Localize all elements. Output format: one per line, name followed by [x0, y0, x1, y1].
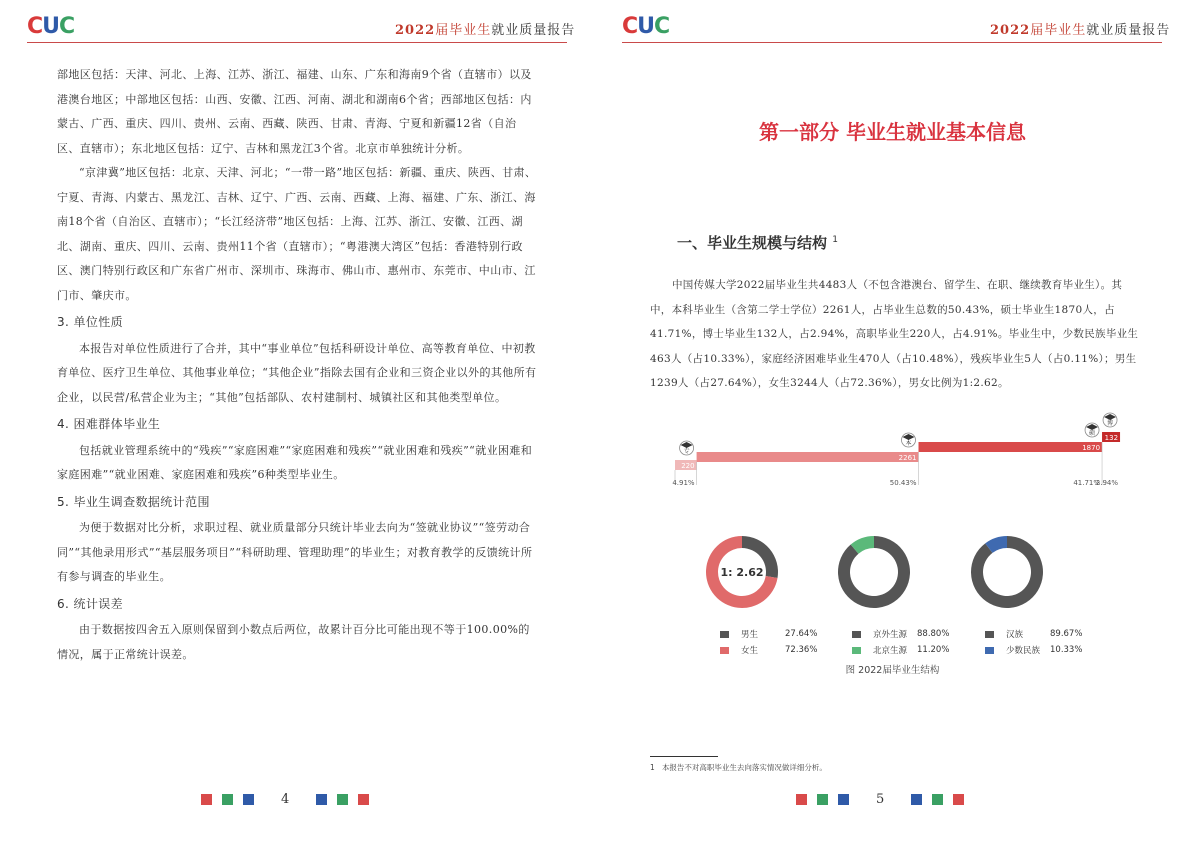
gender-ratio-label: 1: 2.62	[720, 566, 764, 579]
footer-square	[953, 794, 964, 805]
bar-percent-label: 4.91%	[672, 479, 695, 487]
section-heading: 6. 统计误差	[57, 596, 124, 611]
figure-caption: 图 2022届毕业生结构	[845, 665, 940, 676]
section-title: 一、毕业生规模与结构 $^1$	[677, 234, 838, 252]
footer-square	[817, 794, 828, 805]
bar-percent-label: 2.94%	[1095, 479, 1119, 487]
bar-value-label: 220	[681, 462, 695, 470]
footer-square	[796, 794, 807, 805]
footnote: 1 本报告不对高职毕业生去向落实情况做详细分析。	[650, 763, 827, 772]
footer-square	[932, 794, 943, 805]
right-body: 中国传媒大学2022届毕业生共4483人（不包含港澳台、留学生、在职、继续教育毕业生）。其中，本科毕业生（含第二学士学位）2261人，占毕业生总数的50.43%，硕士毕业生1870人，占41.71%，博士毕业生132人，占2.94%，高职毕业生220人，占4.91%。毕业生中，少数民族毕业生463人（占10.33%），家庭经济困难毕业生470人（占10.48%），残疾毕业生5人（占0.11%）；男生1239人（占27.64%），女生3244人（占72.36%），男女比例为1:2.62。	[650, 279, 1139, 389]
paragraph: 由于数据按四舍五入原则保留到小数点后两位，故累计百分比可能出现不等于100.00%的情况，属于正常统计误差。	[57, 623, 530, 661]
bar-value-label: 132	[1104, 434, 1119, 442]
degree-category-label: 专	[683, 448, 690, 455]
donut-charts	[705, 520, 1085, 630]
report-title: 2022届毕业生就业质量报告	[395, 23, 576, 38]
footer-square	[911, 794, 922, 805]
bar-segment	[919, 442, 1103, 452]
header-rule	[622, 42, 1162, 43]
degree-category-label: 本	[905, 440, 912, 447]
page-number: 5	[876, 792, 885, 807]
section-heading: 4. 困难群体毕业生	[57, 417, 161, 431]
footer-square	[358, 794, 369, 805]
footnote-rule	[650, 756, 718, 757]
part-title: 第一部分 毕业生就业基本信息	[759, 120, 1026, 144]
bar-percent-label: 50.43%	[889, 479, 917, 487]
footer-square	[243, 794, 254, 805]
degree-category-label: 硕	[1089, 430, 1096, 437]
legend-origin: 京外生源 88.80% 北京生源 11.20%	[852, 626, 949, 658]
footer-square	[316, 794, 327, 805]
cuc-logo: CUC	[622, 14, 670, 39]
footer-square	[201, 794, 212, 805]
bar-percent-label: 41.71%	[1073, 479, 1101, 487]
paragraph: “京津冀”地区包括：北京、天津、河北；“一带一路”地区包括：新疆、重庆、陕西、甘肃、宁夏、青海、内蒙古、黑龙江、吉林、辽宁、广西、云南、西藏、上海、福建、广东、浙江、海南18个省（自治区、直辖市）；“长江经济带”地区包括：上海、江苏、浙江、安徽、江西、湖北、湖南、重庆、四川、云南、贵州11个省（直辖市）；“粤港澳大湾区”包括：香港特别行政区、澳门特别行政区和广东省广州市、深圳市、珠海市、佛山市、惠州市、东莞市、中山市、江门市、肇庆市。	[57, 166, 537, 302]
degree-structure-bar-chart	[665, 405, 1125, 495]
paragraph: 本报告对单位性质进行了合并，其中“事业单位”包括科研设计单位、高等教育单位、中初教育单位、医疗卫生单位、其他事业单位；“其他企业”指除去国有企业和三资企业以外的其他所有企业，以民营/私营企业为主；“其他”包括部队、农村建制村、城镇社区和其他类型单位。	[57, 341, 537, 404]
footnote-marker: 1	[832, 235, 838, 245]
paragraph: 部地区包括：天津、河北、上海、江苏、浙江、福建、山东、广东和海南9个省（直辖市）以及港澳台地区；中部地区包括：山西、安徽、江西、河南、湖北和湖南6个省；西部地区包括：内蒙古、广西、重庆、四川、贵州、云南、西藏、陕西、甘肃、青海、宁夏和新疆12省（自治区、直辖市）；东北地区包括：辽宁、吉林和黑龙江3个省。北京市单独统计分析。	[57, 68, 532, 155]
bar-segment	[697, 452, 919, 462]
footer-square	[337, 794, 348, 805]
paragraph: 为便于数据对比分析，求职过程、就业质量部分只统计毕业去向为“签就业协议”“签劳动合同”“其他录用形式”“基层服务项目”“科研助理、管理助理”的毕业生；对教育教学的反馈统计所有参与调查的毕业生。	[57, 521, 533, 583]
section-heading: 5. 毕业生调查数据统计范围	[57, 494, 210, 509]
page-number: 4	[281, 792, 290, 807]
cuc-logo: CUC	[27, 14, 75, 39]
left-body	[57, 63, 539, 667]
footer-square	[838, 794, 849, 805]
footer-square	[222, 794, 233, 805]
header-rule	[27, 42, 567, 43]
page-footer	[791, 792, 969, 807]
legend-ethnicity: 汉族 89.67% 少数民族 10.33%	[985, 626, 1082, 658]
page-footer	[196, 792, 374, 807]
bar-value-label: 2261	[898, 454, 917, 462]
right-page	[595, 0, 1190, 841]
paragraph: 包括就业管理系统中的“残疾”“家庭困难”“家庭困难和残疾”“就业困难和残疾”“就业困难和家庭困难”“就业困难、家庭困难和残疾”6种类型毕业生。	[57, 443, 533, 481]
section-heading: 3. 单位性质	[57, 315, 124, 329]
report-title: 2022届毕业生就业质量报告	[990, 23, 1171, 38]
legend-gender: 男生 27.64% 女生 72.36%	[720, 626, 817, 658]
bar-value-label: 1870	[1082, 444, 1101, 452]
degree-category-label: 博	[1107, 420, 1114, 427]
